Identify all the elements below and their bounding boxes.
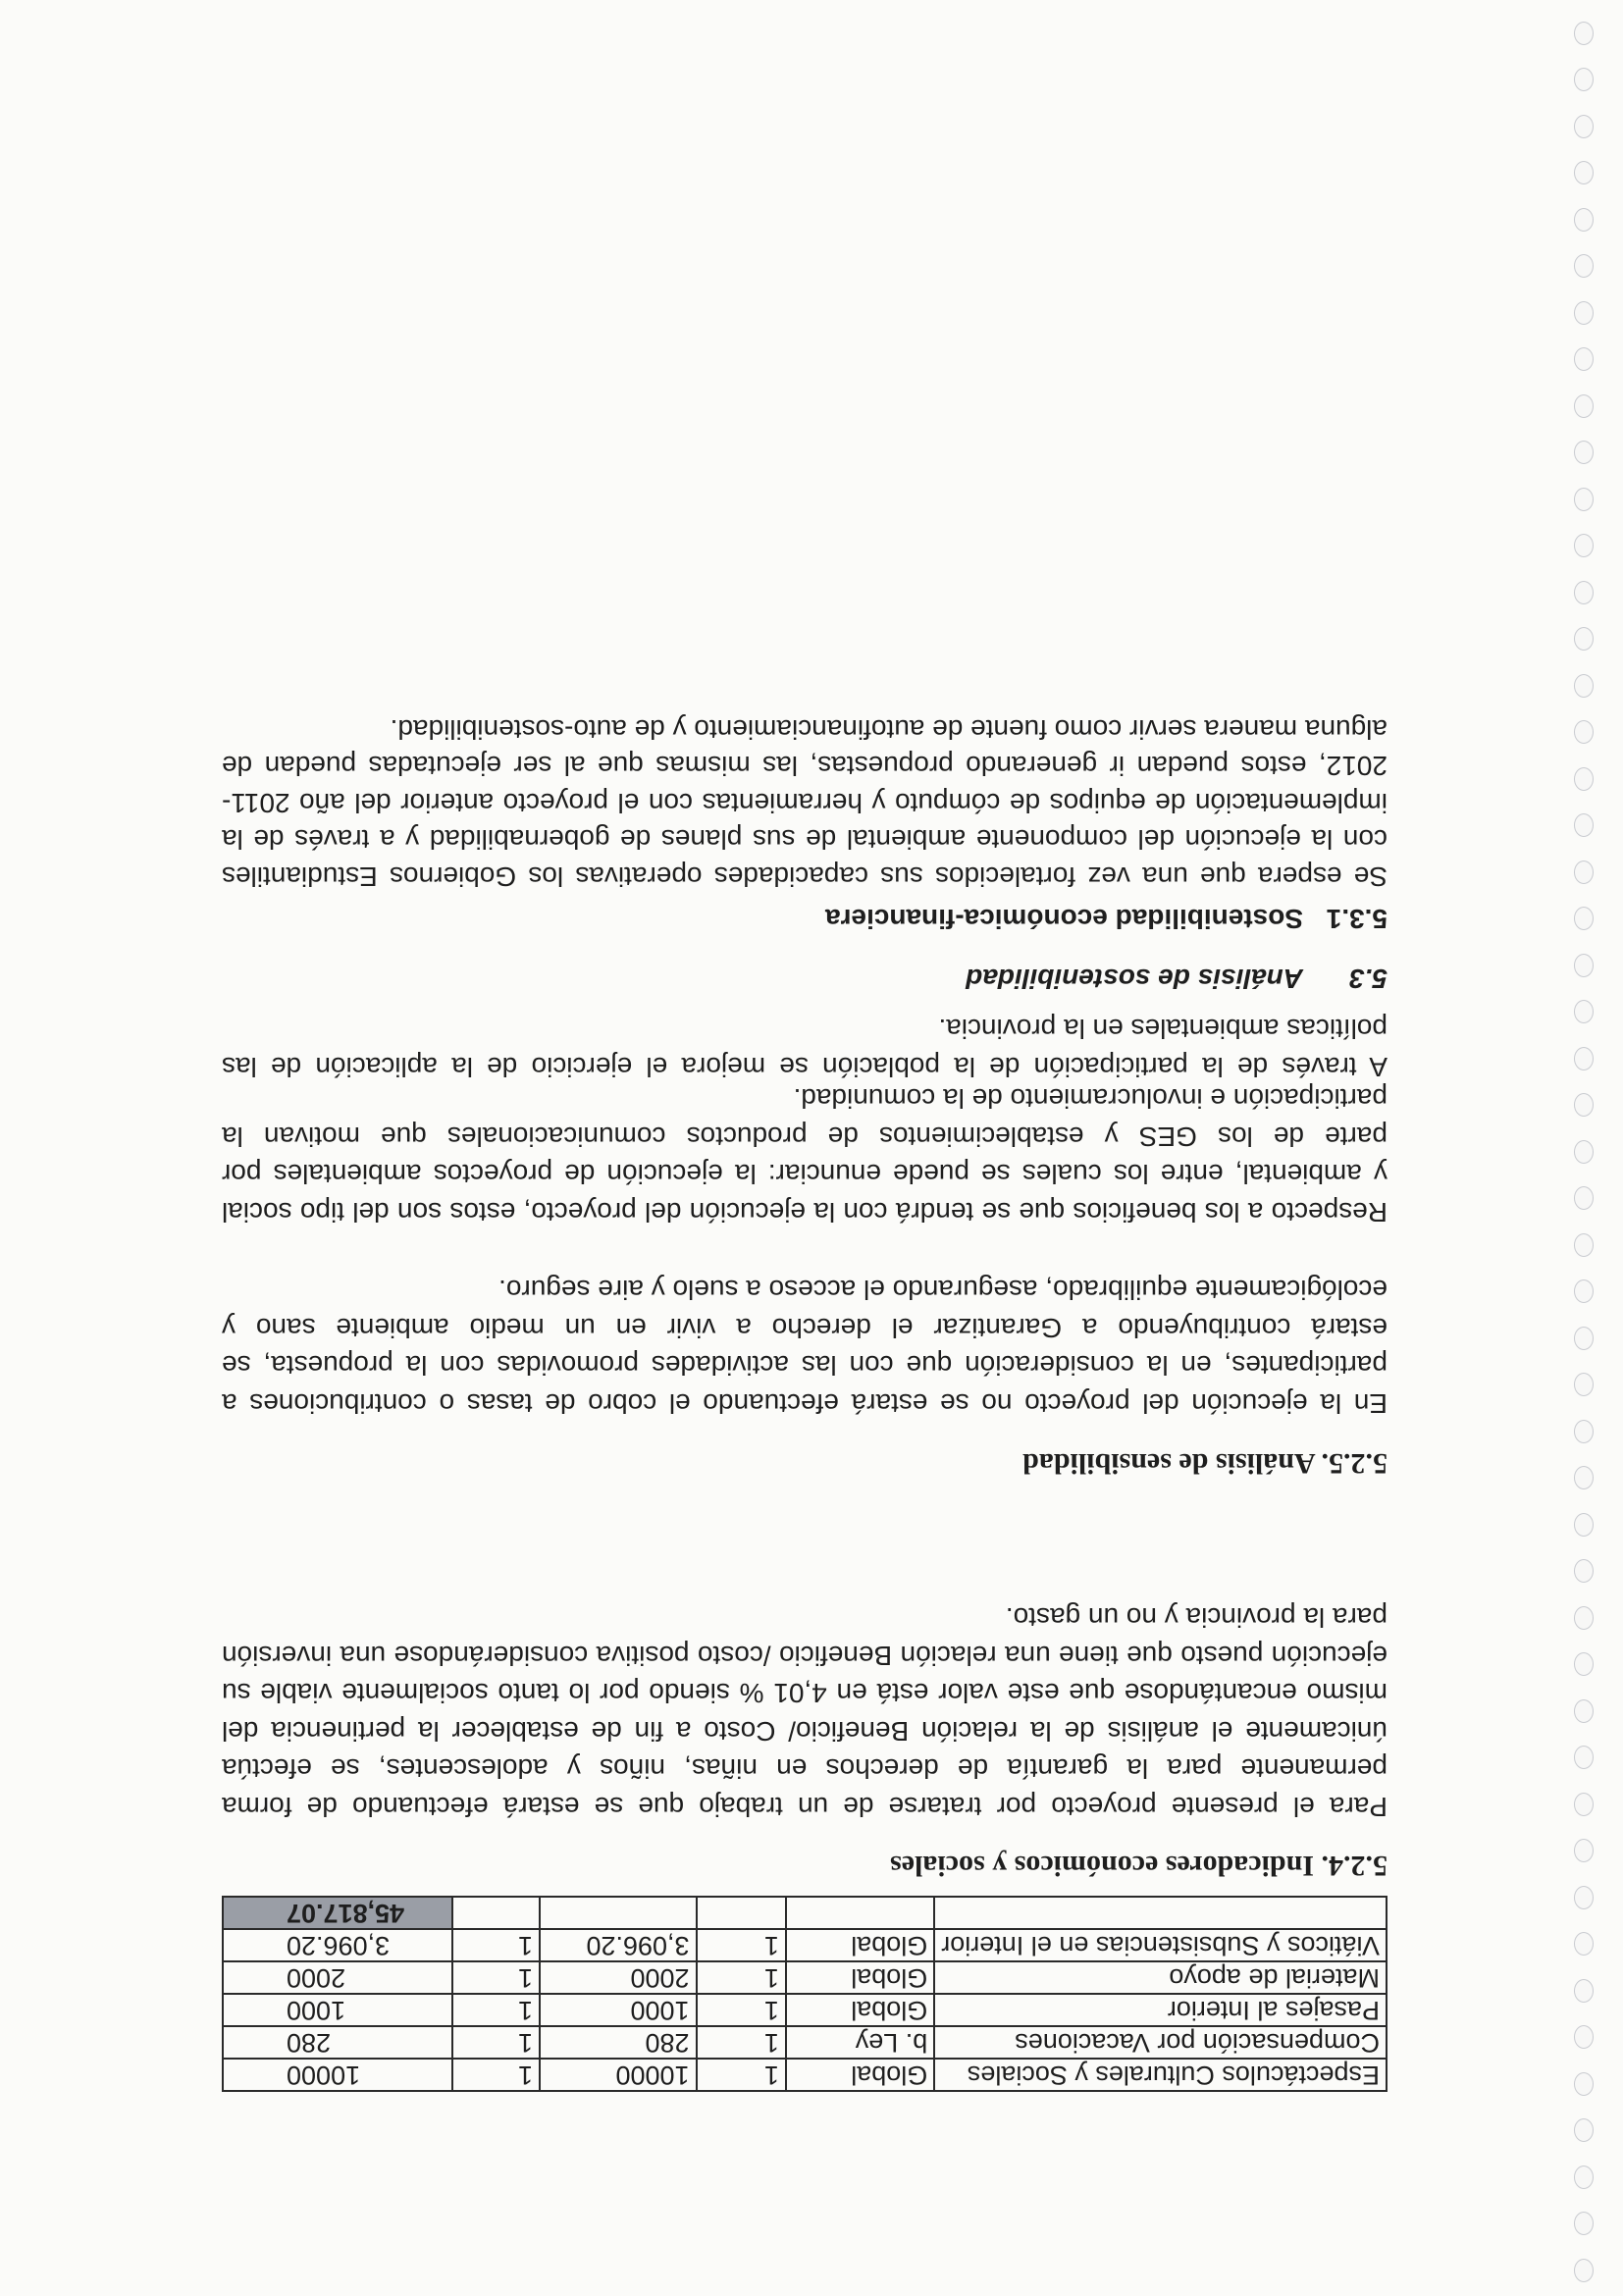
binding-hole xyxy=(1574,1606,1594,1630)
paragraph-sostenibilidad: Se espera que una vez fortalecidos sus capacidades operativas los Gobiernos Estudiantiles con la ejecución del componente ambiental de sus planes de gobernabilidad y a través de la implementación de equipos de cómputo y herramientas con el proyecto anterior del año 2011- 2012, estos puedan ir generando propuestas, las mismas que al ser ejecutadas puedan de alguna manera servir como fuente de autofinanciamiento y de auto-sostenibilidad. xyxy=(222,714,1387,892)
empty-cell xyxy=(934,1897,1387,1929)
binding-hole xyxy=(1574,1886,1594,1909)
cell-quantity: 1 xyxy=(697,1994,786,2026)
binding-hole xyxy=(1574,1513,1594,1537)
binding-hole xyxy=(1574,442,1594,465)
heading-5-3-title: Análisis de sostenibilidad xyxy=(966,964,1303,994)
binding-hole xyxy=(1574,954,1594,977)
cell-total: 10000 xyxy=(223,2059,452,2091)
paragraph-sensibilidad-3: A través de la participación de la población se mejora el ejercicio de la aplicación de las políticas ambientales en la provincia. xyxy=(222,1014,1387,1082)
paragraph-indicadores: Para el presente proyecto por tratarse de un trabajo que se estará efectuando de forma permanente para la garantía de derechos en niñas, niños y adolescentes, se efectúa únicamente el análisis de la relación Beneficio/ Costo a fin de establecer la pertinencia del mismo encantándose que este valor está en 4,01 % siendo por lo tanto socialmente viable su ejecución puesto que tiene una relación Beneficio /costo positiva considerándose una inversión para la provincia y no un gasto. xyxy=(222,1602,1387,1822)
cell-unit-cost: 3,096.20 xyxy=(540,1929,697,1961)
cell-quantity: 1 xyxy=(697,2026,786,2059)
binding-hole xyxy=(1574,721,1594,745)
binding-hole xyxy=(1574,581,1594,604)
binding-hole xyxy=(1574,115,1594,138)
grand-total-cell: 45,817.07 xyxy=(223,1897,452,1929)
binding-hole xyxy=(1574,767,1594,791)
cell-quantity: 1 xyxy=(697,2059,786,2091)
binding-hole xyxy=(1574,301,1594,325)
binding-hole xyxy=(1574,2119,1594,2143)
cell-quantity-2: 1 xyxy=(452,1961,540,1994)
binding-hole xyxy=(1574,348,1594,372)
empty-cell xyxy=(452,1897,540,1929)
binding-hole xyxy=(1574,1979,1594,2003)
cell-unit-cost: 10000 xyxy=(540,2059,697,2091)
table-total-row xyxy=(223,1897,1387,1929)
binding-hole xyxy=(1574,1653,1594,1677)
empty-cell xyxy=(786,1897,934,1929)
binding-hole xyxy=(1574,1699,1594,1723)
cell-description: Viáticos y Subsistencias en el Interior xyxy=(934,1929,1387,1961)
cell-total: 3,096.20 xyxy=(223,1929,452,1961)
cell-unit: Global xyxy=(786,1961,934,1994)
table-row xyxy=(223,2059,1387,2091)
cell-quantity-2: 1 xyxy=(452,2059,540,2091)
binding-hole xyxy=(1574,208,1594,232)
binding-hole xyxy=(1574,2259,1594,2282)
cell-quantity: 1 xyxy=(697,1929,786,1961)
heading-5-3-1-title: Sostenibilidad económica-financiera xyxy=(824,904,1303,934)
table-row xyxy=(223,2026,1387,2059)
binding-hole xyxy=(1574,488,1594,511)
table-row xyxy=(223,1994,1387,2026)
binding-hole xyxy=(1574,22,1594,45)
cell-quantity-2: 1 xyxy=(452,2026,540,2059)
cell-total: 280 xyxy=(223,2026,452,2059)
heading-5-2-5: 5.2.5. Análisis de sensibilidad xyxy=(1022,1447,1387,1480)
empty-cell xyxy=(540,1897,697,1929)
binding-hole xyxy=(1574,1933,1594,1957)
cell-description: Material de apoyo xyxy=(934,1961,1387,1994)
cell-unit: Global xyxy=(786,2059,934,2091)
binding-hole xyxy=(1574,908,1594,931)
cell-description: Espectáculos Culturales y Sociales xyxy=(934,2059,1387,2091)
cell-unit-cost: 2000 xyxy=(540,1961,697,1994)
table-row xyxy=(223,1929,1387,1961)
binding-hole xyxy=(1574,1793,1594,1816)
binding-hole xyxy=(1574,1747,1594,1770)
spiral-binding xyxy=(1562,0,1601,2296)
binding-hole xyxy=(1574,69,1594,92)
cell-description: Compensación por Vacaciones xyxy=(934,2026,1387,2059)
paragraph-sensibilidad-2: Respecto a los beneficios que se tendrá con la ejecución del proyecto, estos son del tipo social y ambiental, entre los cuales se puede enunciar: la ejecución de proyectos ambientales por parte de los GES y establecimientos de productos comunicacionales que motivan la participación e involucramiento de la comunidad. xyxy=(222,1083,1387,1227)
binding-hole xyxy=(1574,255,1594,279)
table-row xyxy=(223,1961,1387,1994)
binding-hole xyxy=(1574,1560,1594,1584)
cell-quantity: 1 xyxy=(697,1961,786,1994)
cell-unit: Global xyxy=(786,1929,934,1961)
binding-hole xyxy=(1574,2072,1594,2096)
binding-hole xyxy=(1574,1140,1594,1164)
binding-hole xyxy=(1574,162,1594,185)
cell-unit-cost: 1000 xyxy=(540,1994,697,2026)
heading-5-3-number: 5.3 xyxy=(1349,964,1387,994)
binding-hole xyxy=(1574,535,1594,558)
cell-quantity-2: 1 xyxy=(452,1929,540,1961)
binding-hole xyxy=(1574,1233,1594,1257)
binding-hole xyxy=(1574,1420,1594,1443)
binding-hole xyxy=(1574,814,1594,838)
heading-5-2-4: 5.2.4. Indicadores económicos y sociales xyxy=(890,1850,1387,1882)
binding-hole xyxy=(1574,861,1594,884)
binding-hole xyxy=(1574,2166,1594,2189)
cell-quantity-2: 1 xyxy=(452,1994,540,2026)
binding-hole xyxy=(1574,1094,1594,1118)
budget-table xyxy=(222,1896,1387,2092)
paragraph-sensibilidad-1: En la ejecución del proyecto no se estará efectuando el cobro de tasas o contribuciones a participantes, en la consideración que con las actividades promovidas con la propuesta, se estará contribuyendo a Garantizar el derecho a vivir en un medio ambiente sano y ecológicamente equilibrado, asegurando el acceso a suelo y aire seguro. xyxy=(222,1275,1387,1419)
cell-description: Pasajes al Interior xyxy=(934,1994,1387,2026)
binding-hole xyxy=(1574,1840,1594,1863)
heading-5-3-1-number: 5.3.1 xyxy=(1326,904,1387,934)
cell-unit: Global xyxy=(786,1994,934,2026)
budget-table-body xyxy=(223,1897,1387,2091)
cell-total: 1000 xyxy=(223,1994,452,2026)
binding-hole xyxy=(1574,1001,1594,1024)
binding-hole xyxy=(1574,628,1594,652)
binding-hole xyxy=(1574,674,1594,698)
binding-hole xyxy=(1574,1280,1594,1304)
binding-hole xyxy=(1574,1327,1594,1350)
binding-hole xyxy=(1574,2213,1594,2236)
binding-hole xyxy=(1574,1187,1594,1211)
binding-hole xyxy=(1574,1374,1594,1397)
binding-hole xyxy=(1574,2026,1594,2050)
binding-hole xyxy=(1574,1047,1594,1070)
cell-unit: b. Ley xyxy=(786,2026,934,2059)
cell-total: 2000 xyxy=(223,1961,452,1994)
binding-hole xyxy=(1574,394,1594,418)
cell-unit-cost: 280 xyxy=(540,2026,697,2059)
binding-hole xyxy=(1574,1467,1594,1490)
empty-cell xyxy=(697,1897,786,1929)
